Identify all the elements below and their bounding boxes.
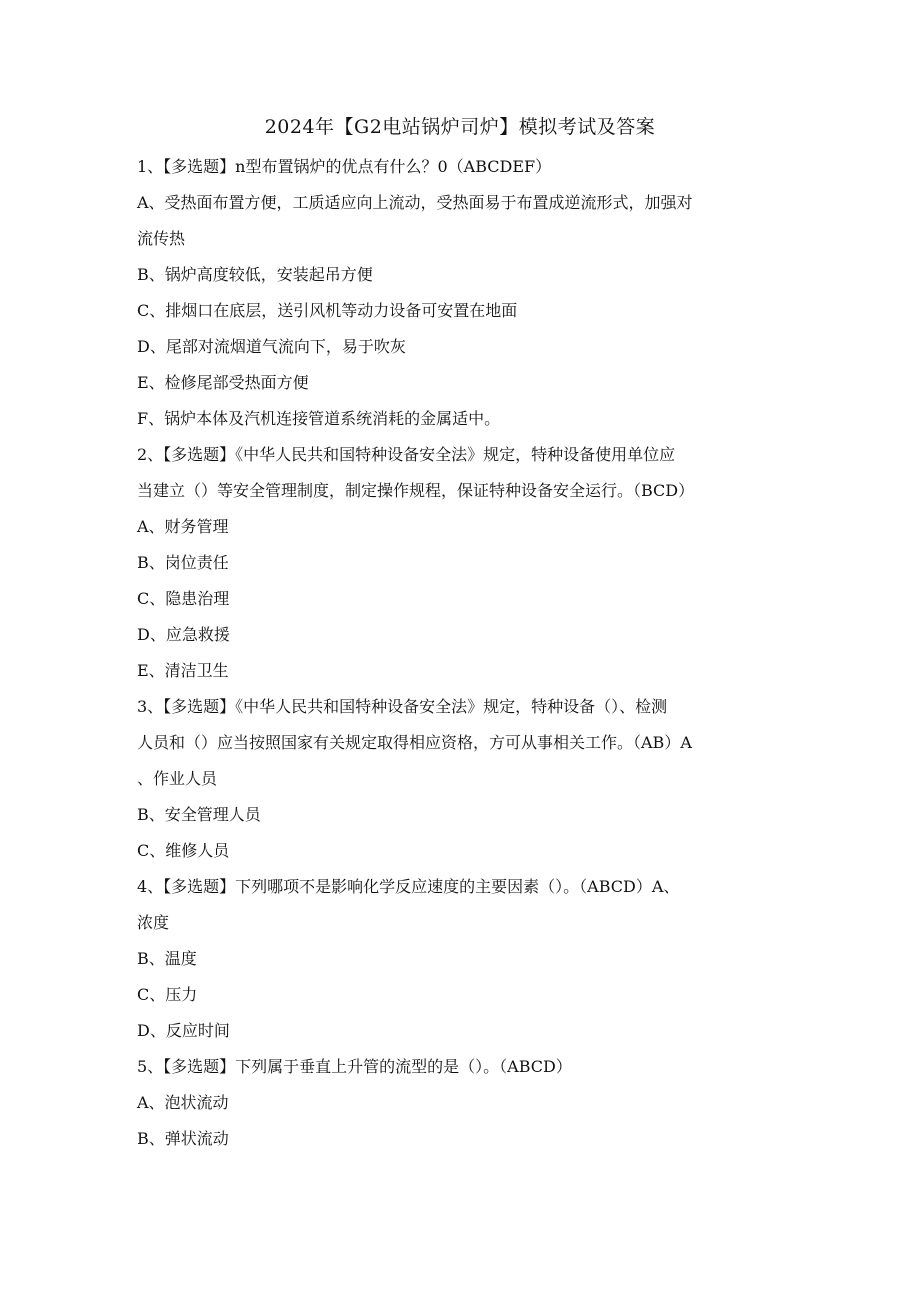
text-line: A、受热面布置方便，工质适应向上流动，受热面易于布置成逆流形式，加强对: [137, 193, 693, 212]
text-line: 人员和（）应当按照国家有关规定取得相应资格，方可从事相关工作。（AB）A: [137, 733, 692, 752]
text-line: B、温度: [137, 949, 197, 968]
text-line: E、检修尾部受热面方便: [137, 373, 309, 392]
text-line: 当建立（）等安全管理制度，制定操作规程，保证特种设备安全运行。（BCD）: [137, 481, 695, 500]
text-line: B、安全管理人员: [137, 805, 261, 824]
text-line: 流传热: [137, 229, 186, 248]
text-line: E、清洁卫生: [137, 661, 229, 680]
text-line: F、锅炉本体及汽机连接管道系统消耗的金属适中。: [137, 409, 501, 428]
text-line: C、维修人员: [137, 841, 230, 860]
text-line: A、财务管理: [137, 517, 229, 536]
text-line: B、岗位责任: [137, 553, 229, 572]
document-body: [137, 149, 787, 1157]
text-line: 、作业人员: [137, 769, 218, 788]
text-line: B、锅炉高度较低，安装起吊方便: [137, 265, 373, 284]
text-line: C、排烟口在底层，送引风机等动力设备可安置在地面: [137, 301, 518, 320]
text-line: 浓度: [137, 913, 170, 932]
text-line: C、压力: [137, 985, 198, 1004]
text-line: A、泡状流动: [137, 1093, 229, 1112]
text-line: 5、【多选题】下列属于垂直上升管的流型的是（）。（ABCD）: [137, 1057, 572, 1076]
text-line: 4、【多选题】下列哪项不是影响化学反应速度的主要因素（）。（ABCD）A、: [137, 877, 680, 896]
text-line: 3、【多选题】《中华人民共和国特种设备安全法》规定，特种设备（）、检测: [137, 697, 668, 716]
text-line: D、应急救援: [137, 625, 230, 644]
text-line: D、尾部对流烟道气流向下，易于吹灰: [137, 337, 406, 356]
text-line: D、反应时间: [137, 1021, 230, 1040]
text-line: B、弹状流动: [137, 1129, 229, 1148]
text-line: 2、【多选题】《中华人民共和国特种设备安全法》规定，特种设备使用单位应: [137, 445, 676, 464]
text-line: 1、【多选题】n型布置锅炉的优点有什么？0（ABCDEF）: [137, 157, 552, 176]
document-title: 2024年【G2电站锅炉司炉】模拟考试及答案: [264, 116, 656, 138]
text-line: C、隐患治理: [137, 589, 230, 608]
